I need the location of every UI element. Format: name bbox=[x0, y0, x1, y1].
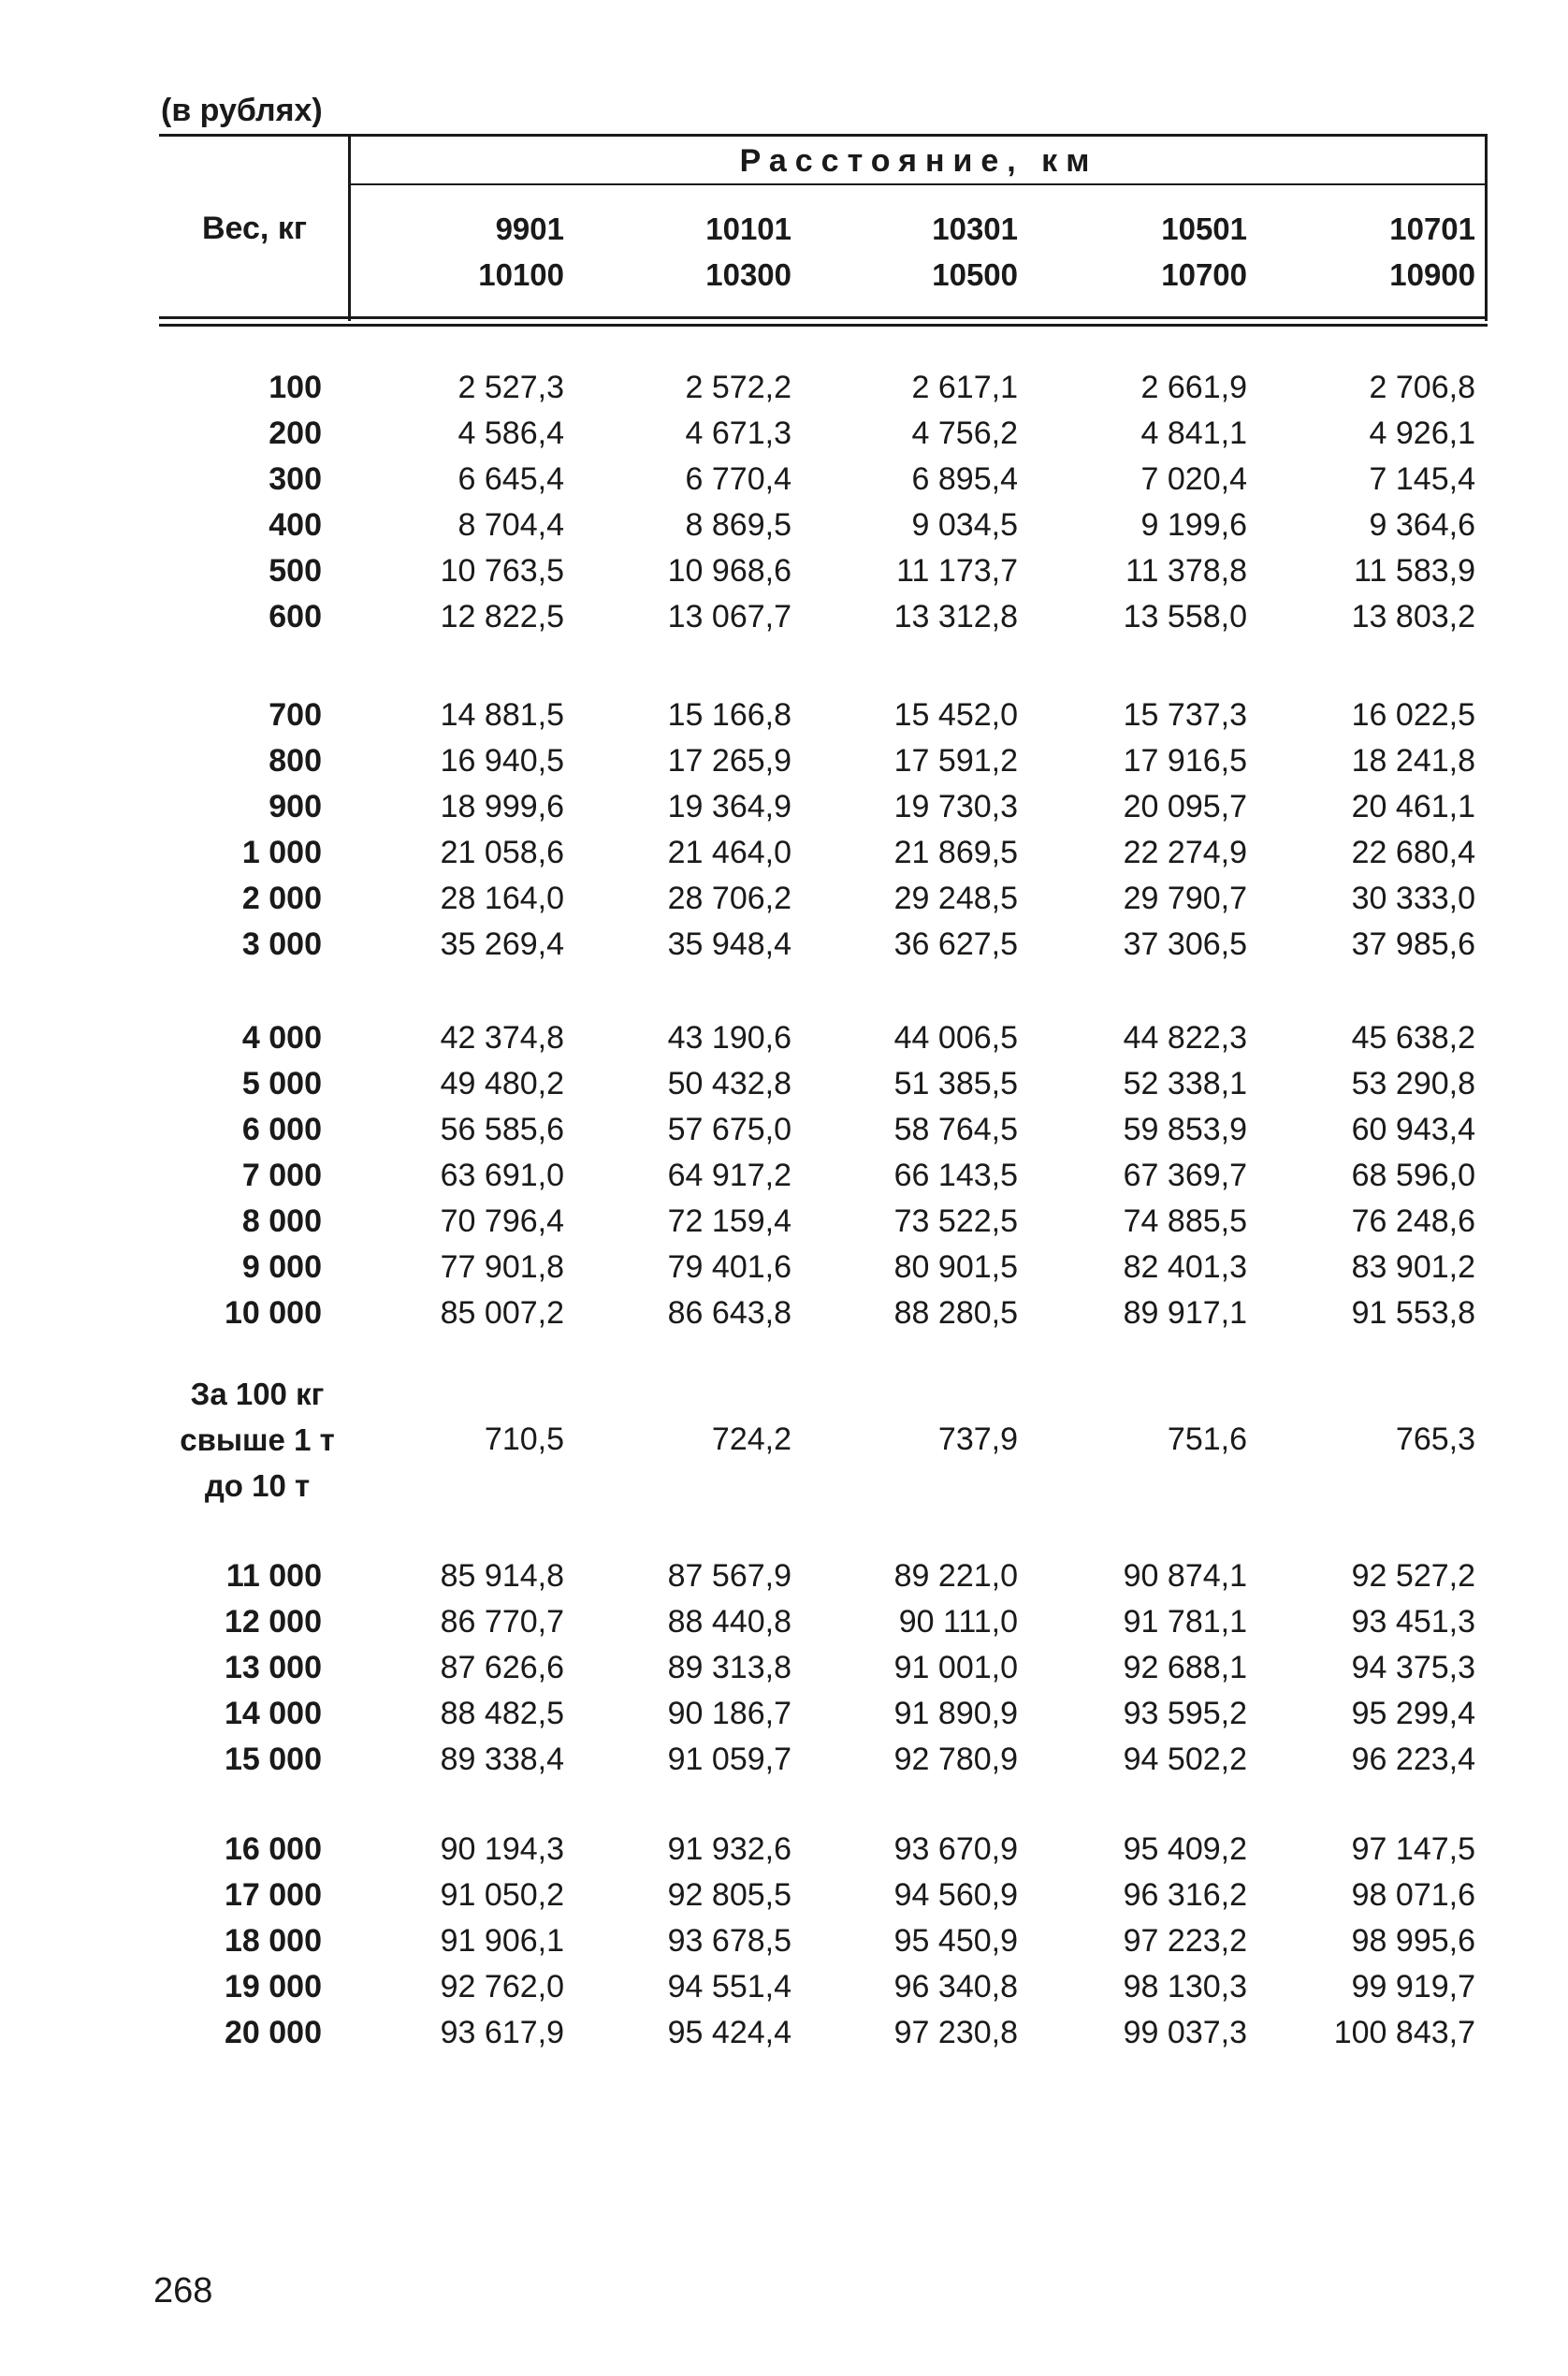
price-cell: 91 553,8 bbox=[1351, 1295, 1475, 1331]
price-cell: 12 822,5 bbox=[440, 599, 564, 634]
price-cell: 37 985,6 bbox=[1351, 926, 1475, 962]
price-cell: 93 451,3 bbox=[1351, 1604, 1475, 1640]
table-row bbox=[0, 594, 1568, 640]
per100-price-cell: 724,2 bbox=[711, 1421, 791, 1457]
price-cell: 11 583,9 bbox=[1354, 553, 1475, 589]
price-cell: 94 375,3 bbox=[1351, 1650, 1475, 1685]
price-cell: 51 385,5 bbox=[893, 1066, 1018, 1101]
header-top-rule bbox=[159, 134, 1488, 137]
price-cell: 10 968,6 bbox=[667, 553, 791, 589]
weight-cell: 4 000 bbox=[241, 1020, 322, 1056]
per100-label-line: свыше 1 т bbox=[180, 1422, 335, 1457]
price-cell: 19 730,3 bbox=[893, 789, 1018, 824]
price-cell: 29 790,7 bbox=[1123, 881, 1247, 916]
weight-cell: 8 000 bbox=[241, 1203, 322, 1239]
price-cell: 95 424,4 bbox=[667, 2015, 791, 2050]
weight-cell: 400 bbox=[269, 507, 322, 543]
price-cell: 92 688,1 bbox=[1123, 1650, 1247, 1685]
price-cell: 37 306,5 bbox=[1123, 926, 1247, 962]
price-cell: 100 843,7 bbox=[1333, 2015, 1475, 2050]
price-cell: 13 312,8 bbox=[893, 599, 1018, 634]
price-cell: 13 067,7 bbox=[667, 599, 791, 634]
price-cell: 97 147,5 bbox=[1351, 1831, 1475, 1867]
weight-cell: 9 000 bbox=[241, 1249, 322, 1285]
price-cell: 56 585,6 bbox=[440, 1112, 564, 1147]
price-cell: 89 313,8 bbox=[667, 1650, 791, 1685]
price-cell: 29 248,5 bbox=[893, 881, 1018, 916]
price-cell: 79 401,6 bbox=[667, 1249, 791, 1285]
price-cell: 94 502,2 bbox=[1123, 1742, 1247, 1777]
price-cell: 92 780,9 bbox=[893, 1742, 1018, 1777]
price-cell: 45 638,2 bbox=[1351, 1020, 1475, 1056]
price-cell: 20 095,7 bbox=[1123, 789, 1247, 824]
price-cell: 21 464,0 bbox=[667, 835, 791, 870]
price-cell: 70 796,4 bbox=[440, 1203, 564, 1239]
table-row bbox=[0, 1153, 1568, 1199]
weight-cell: 500 bbox=[269, 553, 322, 589]
price-cell: 35 948,4 bbox=[667, 926, 791, 962]
price-cell: 92 762,0 bbox=[440, 1969, 564, 2004]
price-cell: 95 409,2 bbox=[1123, 1831, 1247, 1867]
price-cell: 21 869,5 bbox=[893, 835, 1018, 870]
price-cell: 11 173,7 bbox=[896, 553, 1018, 589]
price-cell: 7 145,4 bbox=[1369, 461, 1475, 497]
weight-cell: 19 000 bbox=[225, 1969, 322, 2004]
weight-cell: 200 bbox=[269, 415, 322, 451]
price-cell: 83 901,2 bbox=[1351, 1249, 1475, 1285]
price-cell: 89 917,1 bbox=[1123, 1295, 1247, 1331]
price-cell: 94 560,9 bbox=[893, 1877, 1018, 1913]
table-row bbox=[0, 1061, 1568, 1107]
price-cell: 9 034,5 bbox=[911, 507, 1018, 543]
table-row bbox=[0, 830, 1568, 876]
price-cell: 17 916,5 bbox=[1123, 743, 1247, 779]
range-from: 10301 bbox=[932, 211, 1018, 246]
weight-cell: 6 000 bbox=[241, 1112, 322, 1147]
price-cell: 91 890,9 bbox=[893, 1696, 1018, 1731]
price-cell: 92 527,2 bbox=[1351, 1558, 1475, 1594]
price-cell: 80 901,5 bbox=[893, 1249, 1018, 1285]
weight-cell: 12 000 bbox=[225, 1604, 322, 1640]
price-cell: 92 805,5 bbox=[667, 1877, 791, 1913]
price-cell: 95 450,9 bbox=[893, 1923, 1018, 1959]
price-cell: 93 595,2 bbox=[1123, 1696, 1247, 1731]
table-row bbox=[0, 1245, 1568, 1290]
price-cell: 15 452,0 bbox=[893, 697, 1018, 733]
price-cell: 17 265,9 bbox=[667, 743, 791, 779]
price-cell: 4 586,4 bbox=[457, 415, 564, 451]
price-cell: 59 853,9 bbox=[1123, 1112, 1247, 1147]
price-cell: 22 680,4 bbox=[1351, 835, 1475, 870]
per100-label-line: За 100 кг bbox=[190, 1377, 325, 1411]
weight-cell: 900 bbox=[269, 789, 322, 824]
price-cell: 30 333,0 bbox=[1351, 881, 1475, 916]
price-cell: 10 763,5 bbox=[440, 553, 564, 589]
price-cell: 77 901,8 bbox=[440, 1249, 564, 1285]
range-to: 10900 bbox=[1389, 257, 1475, 292]
price-cell: 4 671,3 bbox=[685, 415, 791, 451]
weight-cell: 16 000 bbox=[225, 1831, 322, 1867]
price-cell: 42 374,8 bbox=[440, 1020, 564, 1056]
price-cell: 86 643,8 bbox=[667, 1295, 791, 1331]
price-cell: 2 572,2 bbox=[685, 370, 791, 405]
range-from: 9901 bbox=[495, 211, 564, 246]
price-cell: 36 627,5 bbox=[893, 926, 1018, 962]
range-to: 10700 bbox=[1161, 257, 1247, 292]
range-from: 10101 bbox=[705, 211, 791, 246]
per100-price-cell: 751,6 bbox=[1167, 1421, 1247, 1457]
table-row bbox=[0, 457, 1568, 503]
price-cell: 60 943,4 bbox=[1351, 1112, 1475, 1147]
price-cell: 88 280,5 bbox=[893, 1295, 1018, 1331]
price-cell: 91 059,7 bbox=[667, 1742, 791, 1777]
table-row bbox=[0, 1964, 1568, 2010]
price-cell: 98 130,3 bbox=[1123, 1969, 1247, 2004]
price-cell: 72 159,4 bbox=[667, 1203, 791, 1239]
table-row bbox=[0, 1290, 1568, 1336]
table-row bbox=[0, 1599, 1568, 1645]
price-cell: 91 050,2 bbox=[440, 1877, 564, 1913]
weight-cell: 1 000 bbox=[241, 835, 322, 870]
table-row bbox=[0, 503, 1568, 548]
units-note: (в рублях) bbox=[161, 93, 323, 128]
price-cell: 6 770,4 bbox=[685, 461, 791, 497]
price-cell: 64 917,2 bbox=[667, 1158, 791, 1193]
weight-cell: 18 000 bbox=[225, 1923, 322, 1959]
table-row bbox=[0, 1015, 1568, 1061]
range-from: 10701 bbox=[1389, 211, 1475, 246]
per100-price-cell: 765,3 bbox=[1395, 1421, 1475, 1457]
price-cell: 94 551,4 bbox=[667, 1969, 791, 2004]
price-cell: 43 190,6 bbox=[667, 1020, 791, 1056]
table-row bbox=[0, 1553, 1568, 1599]
table-row bbox=[0, 922, 1568, 968]
range-from: 10501 bbox=[1161, 211, 1247, 246]
price-cell: 91 906,1 bbox=[440, 1923, 564, 1959]
price-cell: 96 340,8 bbox=[893, 1969, 1018, 2004]
price-cell: 57 675,0 bbox=[667, 1112, 791, 1147]
price-cell: 99 919,7 bbox=[1351, 1969, 1475, 2004]
range-to: 10300 bbox=[705, 257, 791, 292]
weight-cell: 17 000 bbox=[225, 1877, 322, 1913]
weight-cell: 5 000 bbox=[241, 1066, 322, 1101]
price-cell: 85 914,8 bbox=[440, 1558, 564, 1594]
price-cell: 88 440,8 bbox=[667, 1604, 791, 1640]
price-cell: 8 704,4 bbox=[457, 507, 564, 543]
price-cell: 7 020,4 bbox=[1140, 461, 1247, 497]
price-cell: 44 006,5 bbox=[893, 1020, 1018, 1056]
price-cell: 2 617,1 bbox=[911, 370, 1018, 405]
weight-cell: 600 bbox=[269, 599, 322, 634]
per100-price-cell: 710,5 bbox=[484, 1421, 564, 1457]
price-cell: 74 885,5 bbox=[1123, 1203, 1247, 1239]
per100-label-line: до 10 т bbox=[204, 1468, 311, 1503]
table-row bbox=[0, 365, 1568, 411]
table-row bbox=[0, 1107, 1568, 1153]
price-cell: 9 199,6 bbox=[1140, 507, 1247, 543]
price-cell: 16 940,5 bbox=[440, 743, 564, 779]
price-cell: 90 186,7 bbox=[667, 1696, 791, 1731]
price-cell: 88 482,5 bbox=[440, 1696, 564, 1731]
price-cell: 96 223,4 bbox=[1351, 1742, 1475, 1777]
price-cell: 13 558,0 bbox=[1123, 599, 1247, 634]
weight-cell: 3 000 bbox=[241, 926, 322, 962]
price-cell: 4 756,2 bbox=[911, 415, 1018, 451]
price-cell: 18 999,6 bbox=[440, 789, 564, 824]
table-row bbox=[0, 1873, 1568, 1918]
table-row bbox=[0, 548, 1568, 594]
price-cell: 58 764,5 bbox=[893, 1112, 1018, 1147]
price-cell: 96 316,2 bbox=[1123, 1877, 1247, 1913]
price-cell: 2 527,3 bbox=[457, 370, 564, 405]
price-cell: 95 299,4 bbox=[1351, 1696, 1475, 1731]
range-to: 10100 bbox=[478, 257, 564, 292]
price-cell: 68 596,0 bbox=[1351, 1158, 1475, 1193]
weight-cell: 10 000 bbox=[225, 1295, 322, 1331]
table-row bbox=[0, 692, 1568, 738]
price-cell: 99 037,3 bbox=[1123, 2015, 1247, 2050]
table-row bbox=[0, 1199, 1568, 1245]
price-cell: 89 221,0 bbox=[893, 1558, 1018, 1594]
weight-cell: 2 000 bbox=[241, 881, 322, 916]
price-cell: 15 737,3 bbox=[1123, 697, 1247, 733]
price-cell: 63 691,0 bbox=[440, 1158, 564, 1193]
price-cell: 98 995,6 bbox=[1351, 1923, 1475, 1959]
price-cell: 67 369,7 bbox=[1123, 1158, 1247, 1193]
table-row bbox=[0, 784, 1568, 830]
price-cell: 28 706,2 bbox=[667, 881, 791, 916]
price-cell: 28 164,0 bbox=[440, 881, 564, 916]
price-cell: 4 926,1 bbox=[1369, 415, 1475, 451]
price-cell: 93 678,5 bbox=[667, 1923, 791, 1959]
distance-title: Расстояние, км bbox=[739, 143, 1098, 179]
price-cell: 52 338,1 bbox=[1123, 1066, 1247, 1101]
price-cell: 9 364,6 bbox=[1369, 507, 1475, 543]
weight-cell: 800 bbox=[269, 743, 322, 779]
price-cell: 6 645,4 bbox=[457, 461, 564, 497]
price-cell: 20 461,1 bbox=[1351, 789, 1475, 824]
price-cell: 91 932,6 bbox=[667, 1831, 791, 1867]
price-cell: 76 248,6 bbox=[1351, 1203, 1475, 1239]
price-cell: 82 401,3 bbox=[1123, 1249, 1247, 1285]
table-row bbox=[0, 738, 1568, 784]
price-cell: 8 869,5 bbox=[685, 507, 791, 543]
price-cell: 97 230,8 bbox=[893, 2015, 1018, 2050]
price-cell: 89 338,4 bbox=[440, 1742, 564, 1777]
weight-cell: 7 000 bbox=[241, 1158, 322, 1193]
price-cell: 6 895,4 bbox=[911, 461, 1018, 497]
price-cell: 87 626,6 bbox=[440, 1650, 564, 1685]
weight-cell: 100 bbox=[269, 370, 322, 405]
price-cell: 21 058,6 bbox=[440, 835, 564, 870]
price-cell: 98 071,6 bbox=[1351, 1877, 1475, 1913]
price-cell: 14 881,5 bbox=[440, 697, 564, 733]
price-cell: 53 290,8 bbox=[1351, 1066, 1475, 1101]
weight-cell: 13 000 bbox=[225, 1650, 322, 1685]
price-cell: 90 111,0 bbox=[898, 1604, 1018, 1640]
weight-cell: 700 bbox=[269, 697, 322, 733]
weight-cell: 14 000 bbox=[225, 1696, 322, 1731]
price-cell: 19 364,9 bbox=[667, 789, 791, 824]
price-cell: 49 480,2 bbox=[440, 1066, 564, 1101]
price-cell: 18 241,8 bbox=[1351, 743, 1475, 779]
weight-cell: 11 000 bbox=[225, 1558, 322, 1594]
price-cell: 85 007,2 bbox=[440, 1295, 564, 1331]
price-cell: 87 567,9 bbox=[667, 1558, 791, 1594]
price-cell: 90 194,3 bbox=[440, 1831, 564, 1867]
weight-cell: 300 bbox=[269, 461, 322, 497]
price-cell: 11 378,8 bbox=[1125, 553, 1247, 589]
table-row bbox=[0, 1827, 1568, 1873]
weight-cell: 15 000 bbox=[225, 1742, 322, 1777]
price-cell: 66 143,5 bbox=[893, 1158, 1018, 1193]
price-cell: 22 274,9 bbox=[1123, 835, 1247, 870]
price-cell: 13 803,2 bbox=[1351, 599, 1475, 634]
price-cell: 2 661,9 bbox=[1140, 370, 1247, 405]
per100-price-cell: 737,9 bbox=[937, 1421, 1018, 1457]
price-cell: 16 022,5 bbox=[1351, 697, 1475, 733]
price-cell: 93 670,9 bbox=[893, 1831, 1018, 1867]
header-bottom-rule-1 bbox=[159, 316, 1488, 319]
weight-cell: 20 000 bbox=[225, 2015, 322, 2050]
table-row bbox=[0, 1691, 1568, 1737]
weight-label: Вес, кг bbox=[202, 211, 307, 246]
table-row bbox=[0, 1918, 1568, 1964]
header-bottom-rule-2 bbox=[159, 324, 1488, 327]
price-cell: 44 822,3 bbox=[1123, 1020, 1247, 1056]
price-cell: 4 841,1 bbox=[1140, 415, 1247, 451]
range-to: 10500 bbox=[932, 257, 1018, 292]
price-cell: 17 591,2 bbox=[893, 743, 1018, 779]
price-cell: 91 781,1 bbox=[1123, 1604, 1247, 1640]
price-cell: 93 617,9 bbox=[440, 2015, 564, 2050]
price-cell: 15 166,8 bbox=[667, 697, 791, 733]
price-cell: 91 001,0 bbox=[893, 1650, 1018, 1685]
table-row bbox=[0, 1737, 1568, 1783]
price-cell: 2 706,8 bbox=[1369, 370, 1475, 405]
table-row bbox=[0, 876, 1568, 922]
distance-title-rule bbox=[350, 183, 1488, 185]
table-row bbox=[0, 1645, 1568, 1691]
page-number: 268 bbox=[153, 2271, 213, 2310]
price-cell: 90 874,1 bbox=[1123, 1558, 1247, 1594]
table-row bbox=[0, 411, 1568, 457]
price-cell: 73 522,5 bbox=[893, 1203, 1018, 1239]
price-cell: 86 770,7 bbox=[440, 1604, 564, 1640]
price-cell: 35 269,4 bbox=[440, 926, 564, 962]
price-cell: 50 432,8 bbox=[667, 1066, 791, 1101]
table-row bbox=[0, 2010, 1568, 2056]
price-cell: 97 223,2 bbox=[1123, 1923, 1247, 1959]
